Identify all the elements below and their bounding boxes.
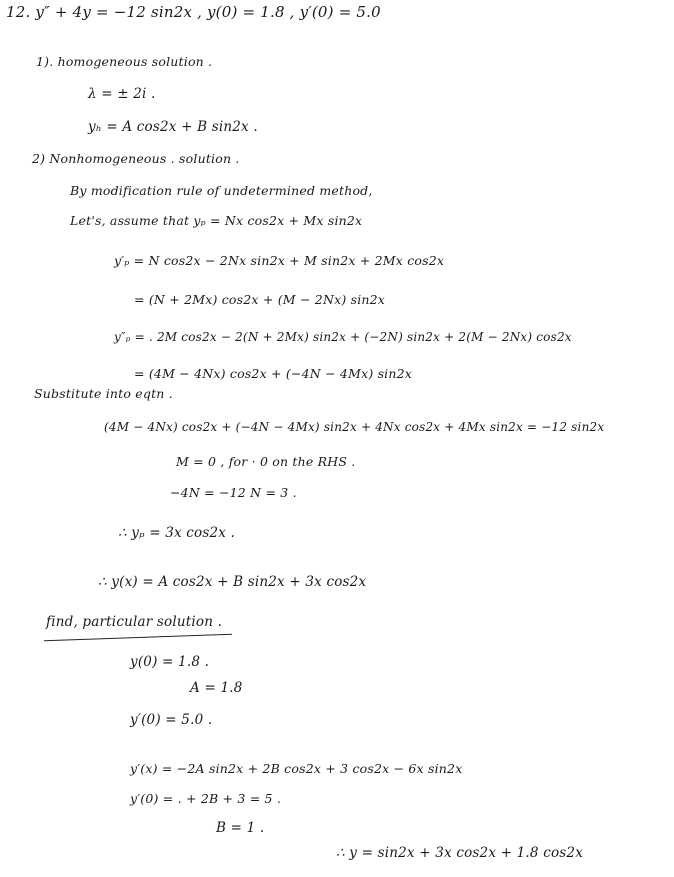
substitute-heading: Substitute into eqtn . <box>34 386 173 401</box>
first-derivative-simplified: = (N + 2Mx) cos2x + (M − 2Nx) sin2x <box>134 292 386 307</box>
m-value-note: M = 0 , for · 0 on the RHS . <box>176 454 356 469</box>
particular-solution-heading: find, particular solution . <box>46 614 223 630</box>
second-derivative-simplified: = (4M − 4Nx) cos2x + (−4N − 4Mx) sin2x <box>134 366 413 381</box>
homogeneous-heading: 1). homogeneous solution . <box>36 54 213 69</box>
problem-statement: 12. y″ + 4y = −12 sin2x , y(0) = 1.8 , y′(0) = 5.0 <box>6 3 381 21</box>
yprime-at-zero: y′(0) = . + 2B + 3 = 5 . <box>130 791 282 806</box>
yprime-expression: y′(x) = −2A sin2x + 2B cos2x + 3 cos2x − 6x sin2x <box>130 761 463 776</box>
general-solution: ∴ y(x) = A cos2x + B sin2x + 3x cos2x <box>98 574 367 590</box>
b-value: B = 1 . <box>216 820 265 836</box>
heading-underline <box>44 634 232 642</box>
first-derivative: y′ₚ = N cos2x − 2Nx sin2x + M sin2x + 2Mx cos2x <box>114 253 445 268</box>
homogeneous-solution: yₕ = A cos2x + B sin2x . <box>88 119 258 135</box>
initial-condition-y: y(0) = 1.8 . <box>130 654 210 670</box>
characteristic-roots: λ = ± 2i . <box>88 86 156 102</box>
final-solution: ∴ y = sin2x + 3x cos2x + 1.8 cos2x <box>336 845 584 861</box>
nonhomogeneous-heading: 2) Nonhomogeneous . solution . <box>32 151 240 166</box>
substituted-equation: (4M − 4Nx) cos2x + (−4N − 4Mx) sin2x + 4Nx cos2x + 4Mx sin2x = −12 sin2x <box>104 420 605 434</box>
particular-form: ∴ yₚ = 3x cos2x . <box>118 525 236 541</box>
second-derivative: y″ₚ = . 2M cos2x − 2(N + 2Mx) sin2x + (−2N) sin2x + 2(M − 2Nx) cos2x <box>114 330 572 344</box>
initial-condition-yprime: y′(0) = 5.0 . <box>130 712 213 728</box>
method-note: By modification rule of undetermined method, <box>70 183 373 198</box>
n-value: −4N = −12 N = 3 . <box>170 485 297 500</box>
assumed-form: Let's, assume that yₚ = Nx cos2x + Mx sin2x <box>70 213 363 228</box>
a-value: A = 1.8 <box>190 680 243 696</box>
